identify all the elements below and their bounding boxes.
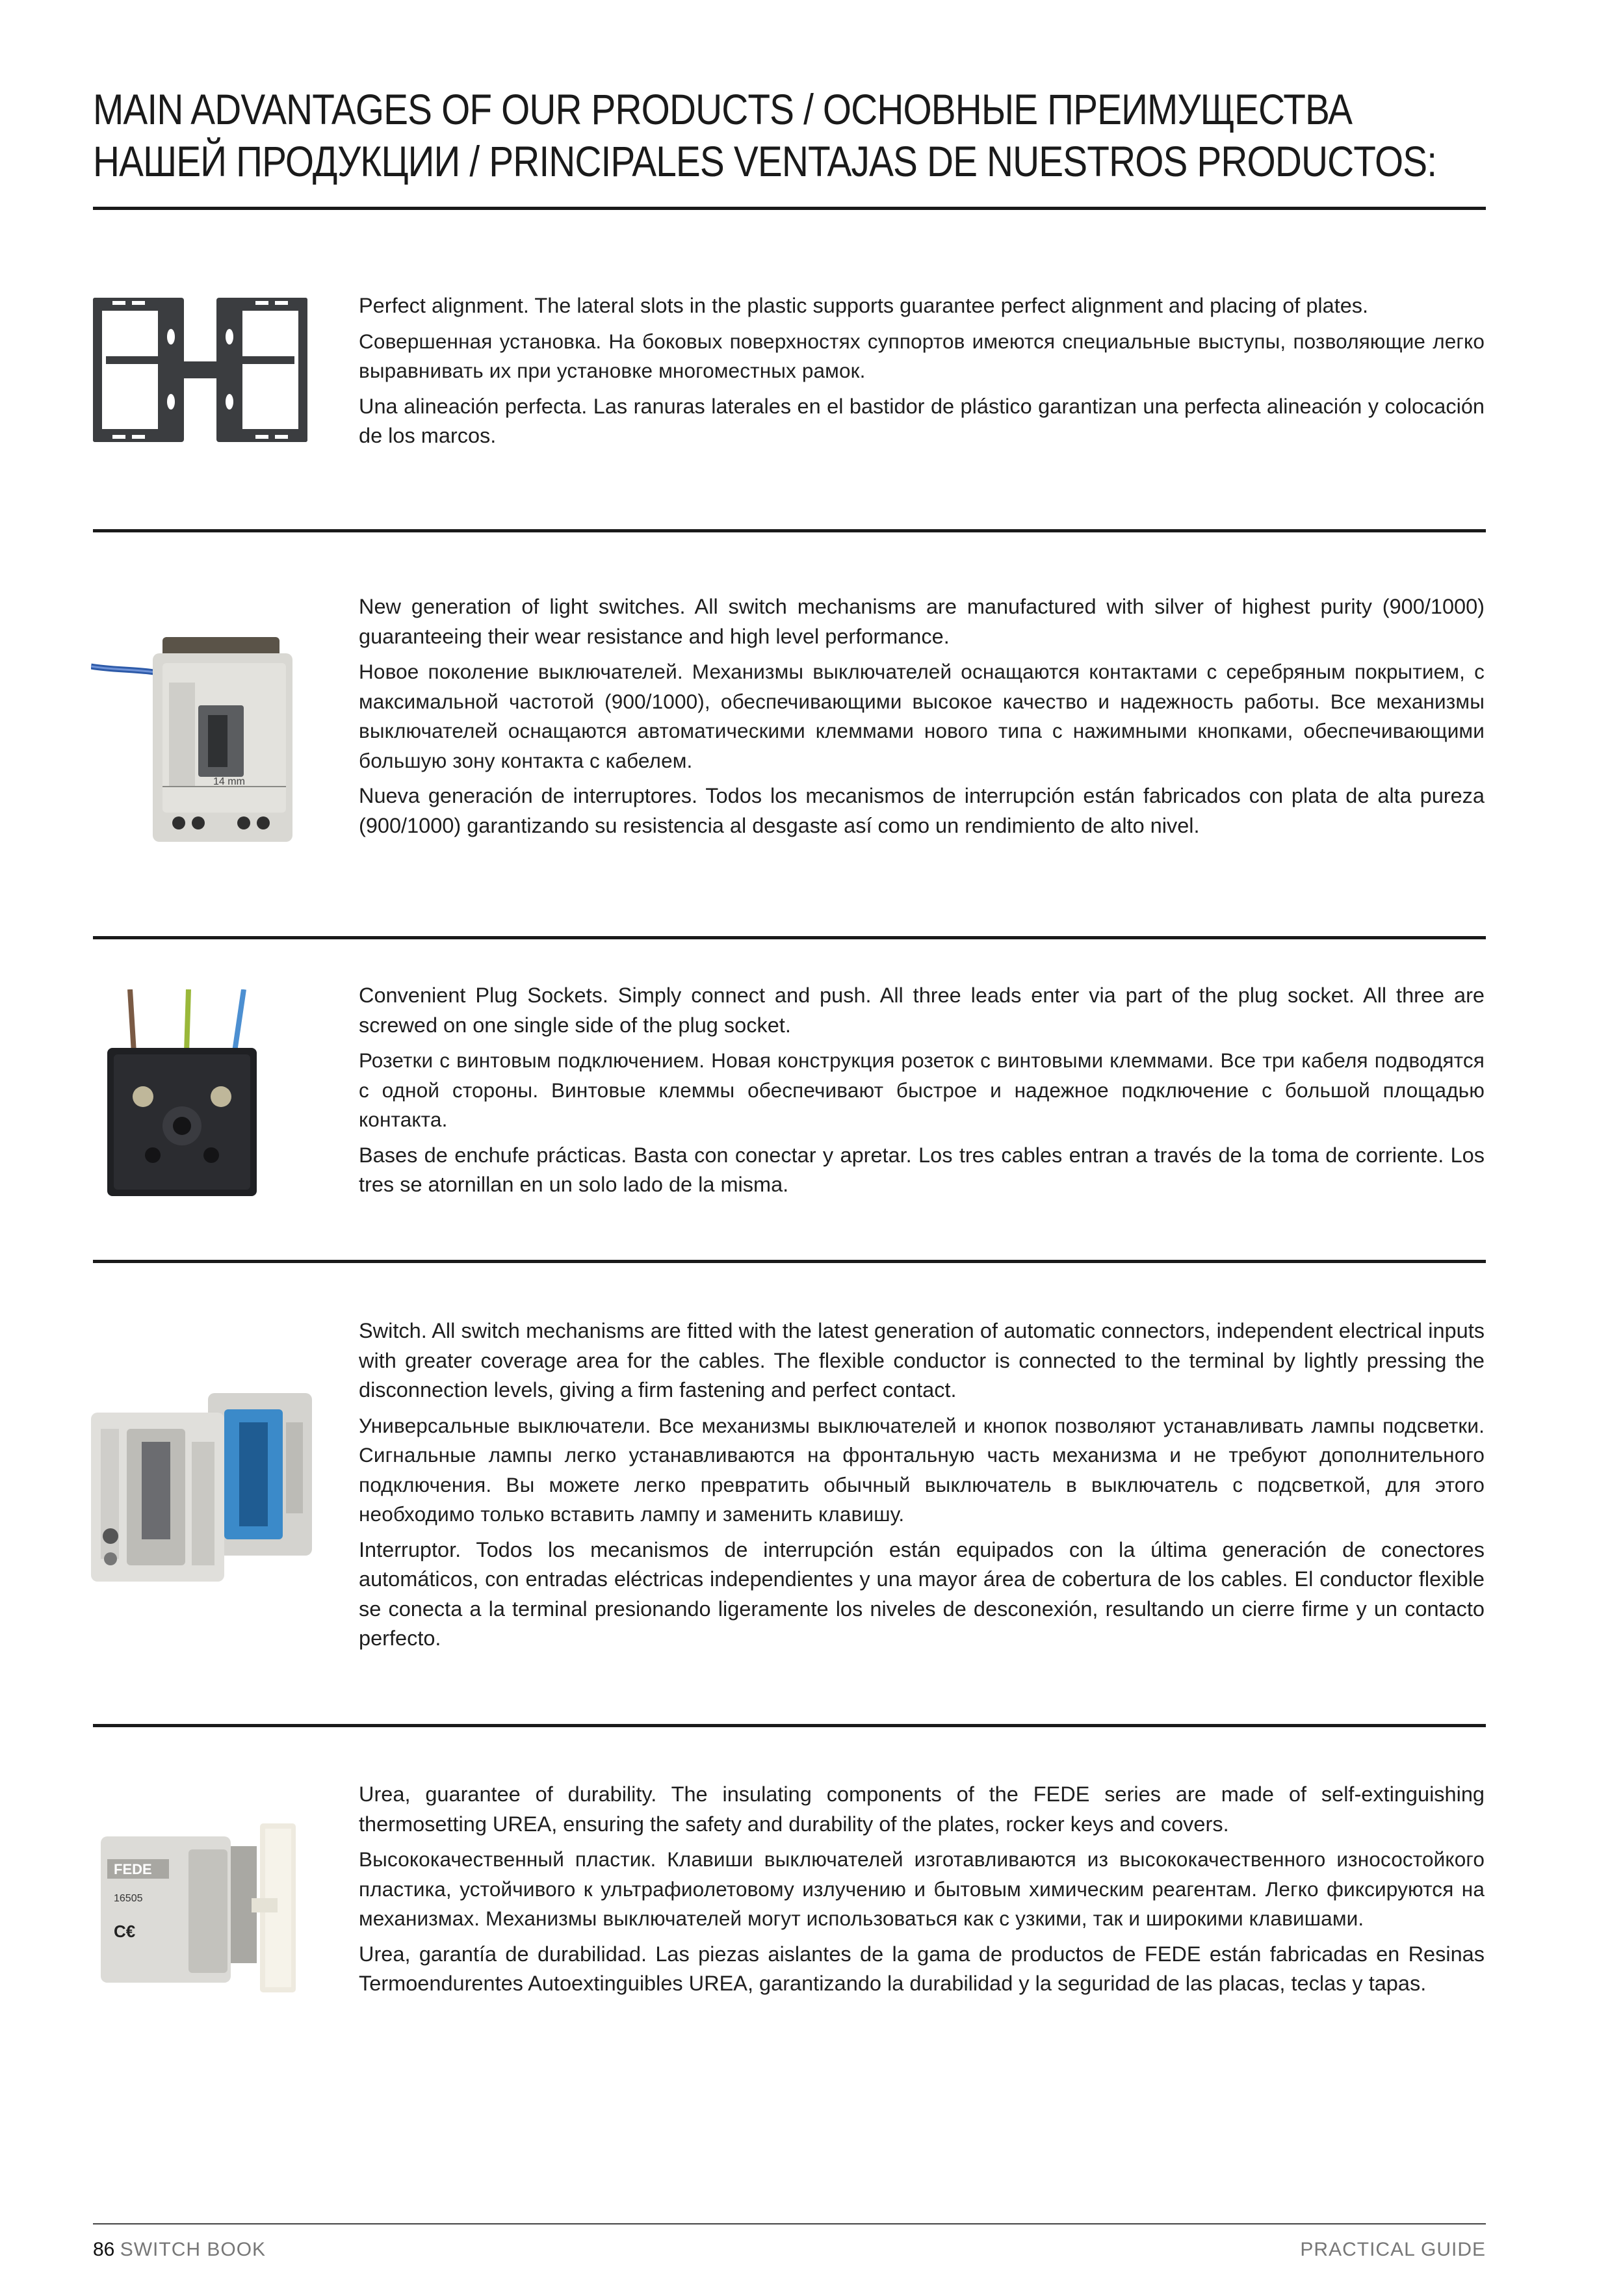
section-divider-1 — [93, 529, 1486, 532]
section-divider-4 — [93, 1724, 1486, 1727]
fede-logo: FEDE — [114, 1861, 152, 1877]
page-title-line-1: MAIN ADVANTAGES OF OUR PRODUCTS / ОСНОВНЫЕ ПРЕИМУЩЕСТВА — [93, 85, 1353, 133]
plastic-support-frame-image — [93, 298, 307, 442]
switch-mechanism-image — [91, 637, 299, 845]
section-urea-es: Urea, garantía de durabilidad. Las piezas aislantes de la gama de productos de FEDE están fabricadas en Resinas Termoendurentes Autoextinguibles UREA, garantizando la durabilidad y la seguridad de las placas, teclas y tapas. — [359, 1942, 1485, 1995]
section-switch-es: Interruptor. Todos los mecanismos de interrupción están equipados con la última generación de conectores automáticos, con entradas eléctricas independientes y una mayor área de cobertura de los cables. El conductor flexible se conecta a la terminal presionando ligeramente los niveles de desconexión, resultando un cierre firme y un contacto perfecto. — [359, 1537, 1485, 1650]
footer-section-title: PRACTICAL GUIDE — [1300, 2239, 1486, 2260]
footer-left — [93, 2239, 266, 2261]
switch-connectors-image — [91, 1383, 325, 1585]
section-alignment-es: Una alineación perfecta. Las ranuras laterales en el bastidor de plástico garantizan una perfecta alineación y colocación de los marcos. — [359, 394, 1485, 447]
section-alignment-en: Perfect alignment. The lateral slots in the plastic supports guarantee perfect alignment and placing of plates. — [359, 294, 1369, 317]
section-light-switches-text — [359, 592, 1485, 846]
section-alignment-ru: Совершенная установка. На боковых поверхностях суппортов имеются специальные выступы, позволяющие легко выравнивать их при установке многоместных рамок. — [359, 329, 1485, 382]
section-urea-en: Urea, guarantee of durability. The insulating components of the FEDE series are made of self-extinguishing thermosetting UREA, ensuring the safety and durability of the plates, rocker keys and covers. — [359, 1782, 1485, 1836]
section-divider-3 — [93, 1260, 1486, 1263]
plug-socket-image — [104, 989, 260, 1197]
product-code: 16505 — [114, 1893, 143, 1904]
section-plug-sockets-es: Bases de enchufe prácticas. Basta con conectar y apretar. Los tres cables entran a través de la toma de corriente. Los tres se atornillan en un solo lado de la misma. — [359, 1143, 1485, 1196]
page-title — [93, 83, 1437, 187]
section-light-switches-ru: Новое поколение выключателей. Механизмы выключателей оснащаются контактами с серебряным покрытием, с максимальной частотой (900/1000), обеспечивающими высокое качество и надежность работы. Все механизмы выключателей оснащаются автоматическими клеммами нового типа с нажимными кнопками, обеспечивающими большую зону контакта с кабелем. — [359, 660, 1485, 772]
section-switch-ru: Универсальные выключатели. Все механизмы выключателей и кнопок позволяют устанавливать лампы подсветки. Сигнальные лампы легко устанавливаются на фронтальную часть механизма и не требуют дополнительного подключения. Вы можете легко превратить обычный выключатель в выключатель с подсветкой, для этого необходимо только вставить лампу и заменить клавишу. — [359, 1413, 1485, 1526]
svg-text:C€: C€ — [114, 1922, 136, 1941]
section-urea-text — [359, 1780, 1485, 2005]
page-number: 86 — [93, 2239, 115, 2260]
section-urea-ru: Высококачественный пластик. Клавиши выключателей изготавливаются из высококачественного износостойкого пластика, устойчивого к ультрафиолетовому излучению и бытовым химическим реагентам. Легко фиксируются на механизмах. Механизмы выключателей могут использоваться как с узкими, так и широкими клавишами. — [359, 1847, 1485, 1930]
book-title: SWITCH BOOK — [120, 2239, 266, 2260]
footer-divider — [93, 2223, 1486, 2224]
section-light-switches-es: Nueva generación de interruptores. Todos los mecanismos de interrupción están fabricados con plata de alta pureza (900/1000) garantizando su resistencia al desgaste así como un rendimiento de alto nivel. — [359, 784, 1485, 837]
section-switch-text — [359, 1316, 1485, 1660]
section-plug-sockets-ru: Розетки с винтовым подключением. Новая конструкция розеток с винтовыми клеммами. Все три кабеля подводятся с одной стороны. Винтовые клеммы обеспечивают быстрое и надежное подключение с большой площадью контакта. — [359, 1049, 1485, 1131]
section-light-switches-en: New generation of light switches. All switch mechanisms are manufactured with silver of highest purity (900/1000) guaranteeing their wear resistance and high level performance. — [359, 595, 1485, 648]
section-plug-sockets-text — [359, 981, 1485, 1206]
title-divider — [93, 207, 1486, 210]
strip-length-label: 14 mm — [213, 776, 245, 787]
page-title-line-2: НАШЕЙ ПРОДУКЦИИ / PRINCIPALES VENTAJAS DE NUESTROS PRODUCTOS: — [93, 137, 1437, 185]
section-divider-2 — [93, 936, 1486, 939]
section-switch-en: Switch. All switch mechanisms are fitted with the latest generation of automatic connectors, independent electrical inputs with greater coverage area for the cables. The flexible conductor is connected to the terminal by lightly pressing the disconnection levels, giving a firm fastening and perfect contact. — [359, 1319, 1485, 1402]
section-plug-sockets-en: Convenient Plug Sockets. Simply connect and push. All three leads enter via part of the plug socket. All three are screwed on one single side of the plug socket. — [359, 984, 1485, 1037]
section-alignment-text — [359, 291, 1485, 457]
fede-urea-mechanism-image — [91, 1823, 305, 1992]
